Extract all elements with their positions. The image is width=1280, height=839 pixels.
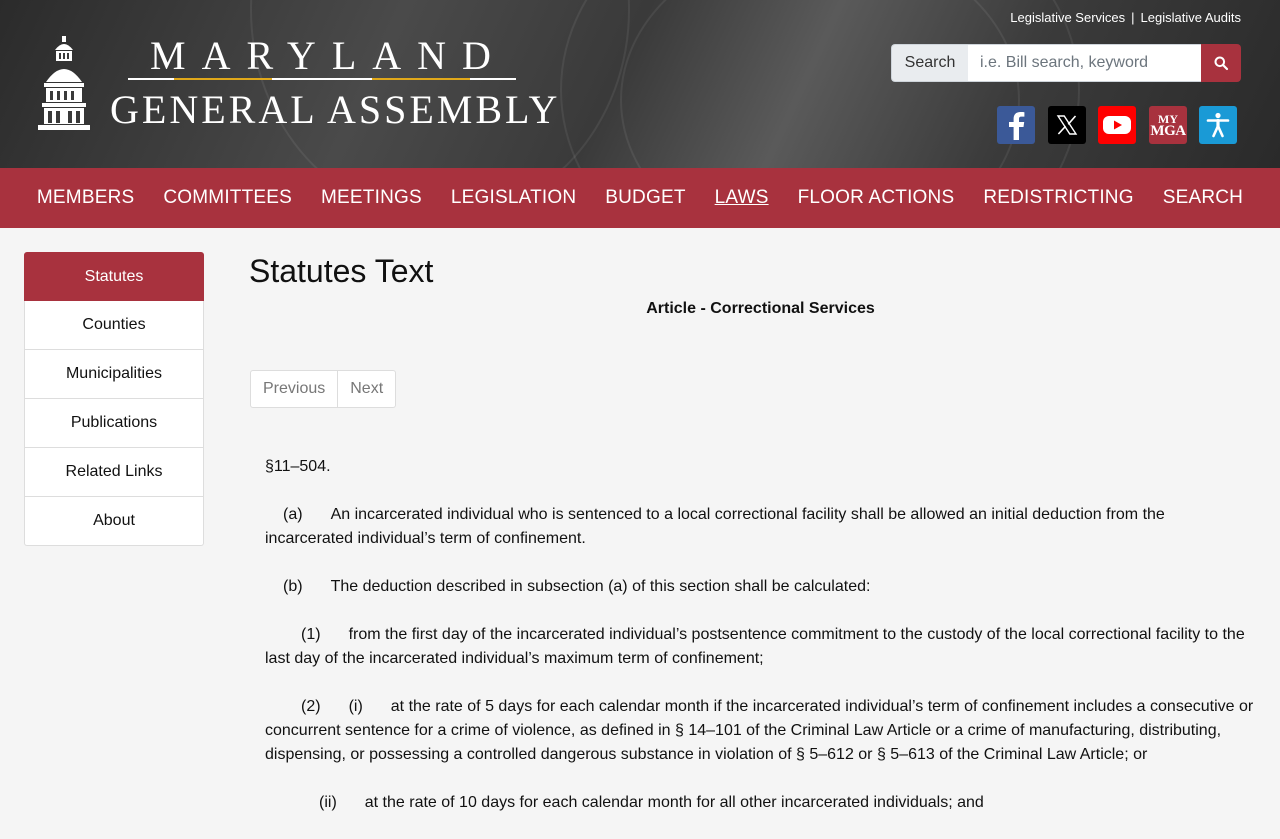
mymga-icon-bottom: MGA bbox=[1150, 123, 1186, 139]
laws-sidebar bbox=[24, 252, 204, 546]
paragraph-text: at the rate of 10 days for each calendar month for all other incarcerated individuals; and bbox=[364, 794, 984, 811]
sidebar-item-statutes[interactable]: Statutes bbox=[24, 252, 204, 301]
statute-text bbox=[265, 455, 1255, 839]
main-navigation bbox=[0, 168, 1280, 228]
accessibility-icon bbox=[1206, 112, 1230, 138]
legislative-audits-link[interactable]: Legislative Audits bbox=[1140, 10, 1241, 25]
sidebar-item-publications[interactable]: Publications bbox=[24, 399, 204, 448]
logo-gold-accent bbox=[174, 78, 272, 80]
paragraph-b2ii bbox=[265, 791, 1255, 815]
pager bbox=[250, 370, 396, 408]
logo-maryland-text[interactable]: MARYLAND bbox=[150, 33, 507, 78]
sidebar-item-counties[interactable]: Counties bbox=[24, 301, 204, 350]
logo-gold-accent bbox=[372, 78, 470, 80]
nav-redistricting[interactable]: REDISTRICTING bbox=[983, 187, 1134, 208]
paragraph-b2i bbox=[265, 695, 1255, 767]
page-title: Statutes Text bbox=[249, 253, 434, 289]
paragraph-text: The deduction described in subsection (a) of this section shall be calculated: bbox=[330, 578, 871, 595]
logo-general-assembly-text[interactable]: GENERAL ASSEMBLY bbox=[110, 87, 561, 132]
x-twitter-icon bbox=[1056, 114, 1078, 136]
facebook-icon bbox=[1005, 110, 1027, 140]
capitol-dome-logo-icon[interactable] bbox=[38, 36, 90, 132]
search-icon bbox=[1214, 56, 1228, 70]
paragraph-text: at the rate of 5 days for each calendar month if the incarcerated individual’s term of confinement includes a consecutive or concurrent sentence for a crime of violence, as defined in § 14–101 of the Criminal Law Article or a crime of manufacturing, distributing, dispensing, or possessing a controlled dangerous substance in violation of § 5–612 or § 5–613 of the Criminal Law Article; or bbox=[265, 698, 1254, 763]
article-title: Article - Correctional Services bbox=[646, 300, 875, 317]
paragraph-b1 bbox=[265, 623, 1255, 671]
subparagraph-label: (i) bbox=[348, 698, 363, 715]
subparagraph-label: (ii) bbox=[319, 794, 337, 811]
nav-floor-actions[interactable]: FLOOR ACTIONS bbox=[797, 187, 955, 208]
mymga-icon-top: MY bbox=[1158, 112, 1178, 126]
nav-budget[interactable]: BUDGET bbox=[605, 187, 686, 208]
paragraph-label: (2) bbox=[301, 698, 321, 715]
paragraph-label: (b) bbox=[283, 578, 303, 595]
header-search bbox=[891, 44, 1241, 82]
nav-search[interactable]: SEARCH bbox=[1162, 187, 1244, 208]
mymga-button[interactable] bbox=[1149, 106, 1187, 144]
top-links bbox=[1010, 10, 1241, 25]
paragraph-label: (a) bbox=[283, 506, 303, 523]
sidebar-item-municipalities[interactable]: Municipalities bbox=[24, 350, 204, 399]
site-header bbox=[0, 0, 1280, 168]
next-button[interactable]: Next bbox=[338, 370, 396, 408]
nav-laws[interactable]: LAWS bbox=[714, 187, 769, 208]
nav-legislation[interactable]: LEGISLATION bbox=[450, 187, 577, 208]
search-button[interactable] bbox=[1201, 44, 1241, 82]
top-links-separator: | bbox=[1131, 10, 1135, 25]
search-label: Search bbox=[891, 44, 968, 82]
paragraph-b bbox=[265, 575, 1255, 599]
sidebar-item-about[interactable]: About bbox=[24, 497, 204, 546]
sidebar-item-related-links[interactable]: Related Links bbox=[24, 448, 204, 497]
nav-members[interactable]: MEMBERS bbox=[36, 187, 135, 208]
youtube-button[interactable] bbox=[1098, 106, 1136, 144]
nav-committees[interactable]: COMMITTEES bbox=[163, 187, 293, 208]
paragraph-text: An incarcerated individual who is sentenced to a local correctional facility shall be allowed an initial deduction from the incarcerated individual’s term of confinement. bbox=[265, 506, 1165, 547]
section-number: §11–504. bbox=[265, 458, 331, 475]
nav-meetings[interactable]: MEETINGS bbox=[321, 187, 422, 208]
youtube-icon bbox=[1102, 114, 1132, 136]
paragraph-a bbox=[265, 503, 1255, 551]
legislative-services-link[interactable]: Legislative Services bbox=[1010, 10, 1126, 25]
previous-button[interactable]: Previous bbox=[250, 370, 338, 408]
search-input[interactable] bbox=[968, 44, 1201, 82]
logo-rule bbox=[128, 78, 516, 80]
x-twitter-button[interactable] bbox=[1048, 106, 1086, 144]
paragraph-label: (1) bbox=[301, 626, 321, 643]
paragraph-text: from the first day of the incarcerated individual’s postsentence commitment to the custody of the local correctional facility to the last day of the incarcerated individual’s maximum term of confinement; bbox=[265, 626, 1245, 667]
facebook-button[interactable] bbox=[997, 106, 1035, 144]
accessibility-button[interactable] bbox=[1199, 106, 1237, 144]
